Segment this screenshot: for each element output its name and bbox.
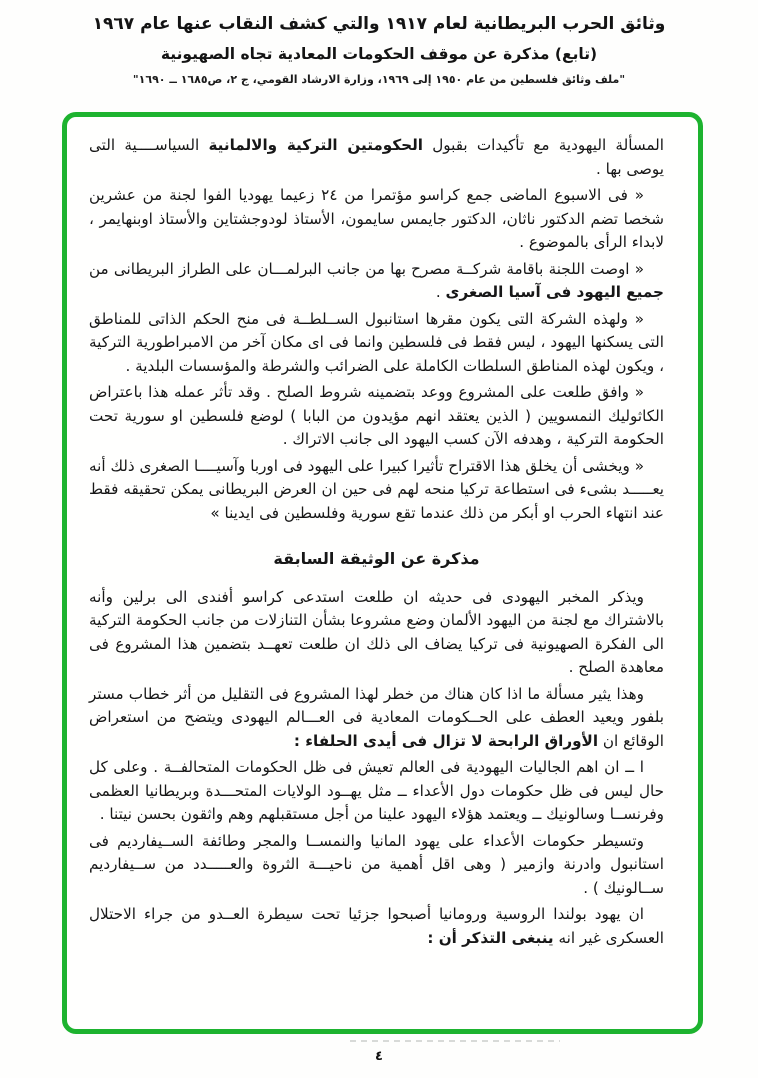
paragraph-4: « ولهذه الشركة التى يكون مقرها استانبول الســلطــة فى منح الحكم الذاتى للمناطق التى يسكنها اليهود ، ليس فقط فى فلسطين وانما فى اى مكان آخر من الامبراطورية التركية ، ويكون لهذه المناطق السلطات الكاملة على الضرائب والشرطة والمؤسسات البلدية . xyxy=(89,309,664,375)
paragraph-1-bold: الحكومتين التركية والالمانية xyxy=(208,136,424,154)
page-number: ٤ xyxy=(375,1049,383,1064)
paragraph-11-pre: ان يهود بولندا الروسية ورومانيا أصبحوا جزئيا تحت سيطرة العــدو من جراء الاحتلال العسكرى غير انه xyxy=(89,905,664,947)
document-body-text xyxy=(89,134,664,950)
green-frame-box xyxy=(62,112,703,1034)
header-title: وثائق الحرب البريطانية لعام ١٩١٧ والتي كشف النقاب عنها عام ١٩٦٧ xyxy=(92,14,666,34)
paragraph-6: « ويخشى أن يخلق هذا الاقتراح تأثيرا كبيرا على اليهود فى اوربا وآسيــــا الصغرى ذلك أنه يعـــــد بشىء فى استطاعة تركيا منحه لهم فى حين ان العرض البريطانى يمكن تحقيقه فقط عند انتهاء الحرب او أبكر من ذلك عندما تقع سورية وفلسطين فى ايدينا » xyxy=(89,456,664,522)
paragraph-11 xyxy=(89,903,664,950)
paragraph-5: « وافق طلعت على المشروع ووعد بتضمينه شروط الصلح . وقد تأثر عمله هذا باعتراض الكاثوليك النمسويين ( الذين يعتقد انهم مؤيدون من البابا ) لوضع فلسطين او سورية تحت الحكومة التركية ، وهدفه الآن كسب اليهود الى جانب الاتراك . xyxy=(89,383,664,448)
paragraph-3-bold: جميع اليهود فى آسيا الصغرى xyxy=(445,283,664,301)
paragraph-8-bold: الأوراق الرابحة لا تزال فى أيدى الحلفاء : xyxy=(293,731,599,750)
paragraph-7: ويذكر المخبر اليهودى فى حديثه ان طلعت استدعى كراسو أفندى الى برلين وأنه بالاشتراك مع لجنة من اليهود الألمان وضع مشروعا بشأن التنازلات من جانب الحكومة التركية الى الفكرة الصهيونية فى تركيا يضاف الى ذلك ان طلعت تعهــد بتضمين هذا المشروع فى معاهدة الصلح . xyxy=(89,587,664,676)
paragraph-1 xyxy=(89,134,664,181)
header-source-citation: "ملف وثائق فلسطين من عام ١٩٥٠ إلى ١٩٦٩، وزارة الارشاد القومي، ج ٢، ص١٦٨٥ ــ ١٦٩٠" xyxy=(132,73,626,86)
paragraph-1-post: السياســــية التى يوصى بها . xyxy=(89,136,664,178)
paragraph-3 xyxy=(89,258,664,305)
paragraph-3-post: . xyxy=(435,283,446,301)
paragraph-3-pre: « اوصت اللجنة باقامة شركــة مصرح بها من جانب البرلمـــان على الطراز البريطانى من xyxy=(89,259,644,278)
paragraph-9-list-item: ا ــ ان اهم الجاليات اليهودية فى العالم تعيش فى ظل الحكومات المتحالفــة . وعلى كل حال ليس فى ظل حكومات دول الأعداء ــ مثل يهــود الولايات المتحـــدة وبريطانيا العظمى وفرنســا وسالونيك ــ ويعتمد هؤلاء اليهود علينا من أجل مستقبلهم وهم واثقون بحسن نيتنا . xyxy=(89,758,664,823)
paragraph-11-bold: ينبغى التذكر أن : xyxy=(427,928,554,947)
scan-artifact-smudge xyxy=(350,1040,560,1042)
header-subtitle: (تابع) مذكرة عن موقف الحكومات المعادية تجاه الصهيونية xyxy=(160,45,598,63)
section-heading: مذكرة عن الوثيقة السابقة xyxy=(273,549,480,568)
paragraph-8-pre: وهذا يثير مسألة ما اذا كان هناك من خطر لهذا المشروع فى التقليل من أثر خطاب مستر بلفور ويعيد العطف على الحــكومات المعادية فى العـــالم اليهودى ويتضح من استعراض الوقائع ان xyxy=(89,684,664,750)
page-header xyxy=(0,14,758,86)
paragraph-1-pre: المسألة اليهودية مع تأكيدات بقبول xyxy=(423,136,664,154)
paragraph-2: « فى الاسبوع الماضى جمع كراسو مؤتمرا من ٢٤ زعيما يهوديا الفوا لجنة من عشرين شخصا تضم الدكتور ناثان، الدكتور جايمس سايمون، الأستاذ لودوجشتاين والأستاذ اوبنهايمر ، لابداء الرأى بالموضوع . xyxy=(89,186,664,251)
paragraph-8 xyxy=(89,683,664,754)
paragraph-10: وتسيطر حكومات الأعداء على يهود المانيا والنمســا والمجر وطائفة الســيفارديم فى استانبول وادرنة وازمير ( وهى اقل أهمية من ناحيـــة الثروة والعـــــدد من ســيفارديم ســالونيك ) . xyxy=(89,831,664,897)
